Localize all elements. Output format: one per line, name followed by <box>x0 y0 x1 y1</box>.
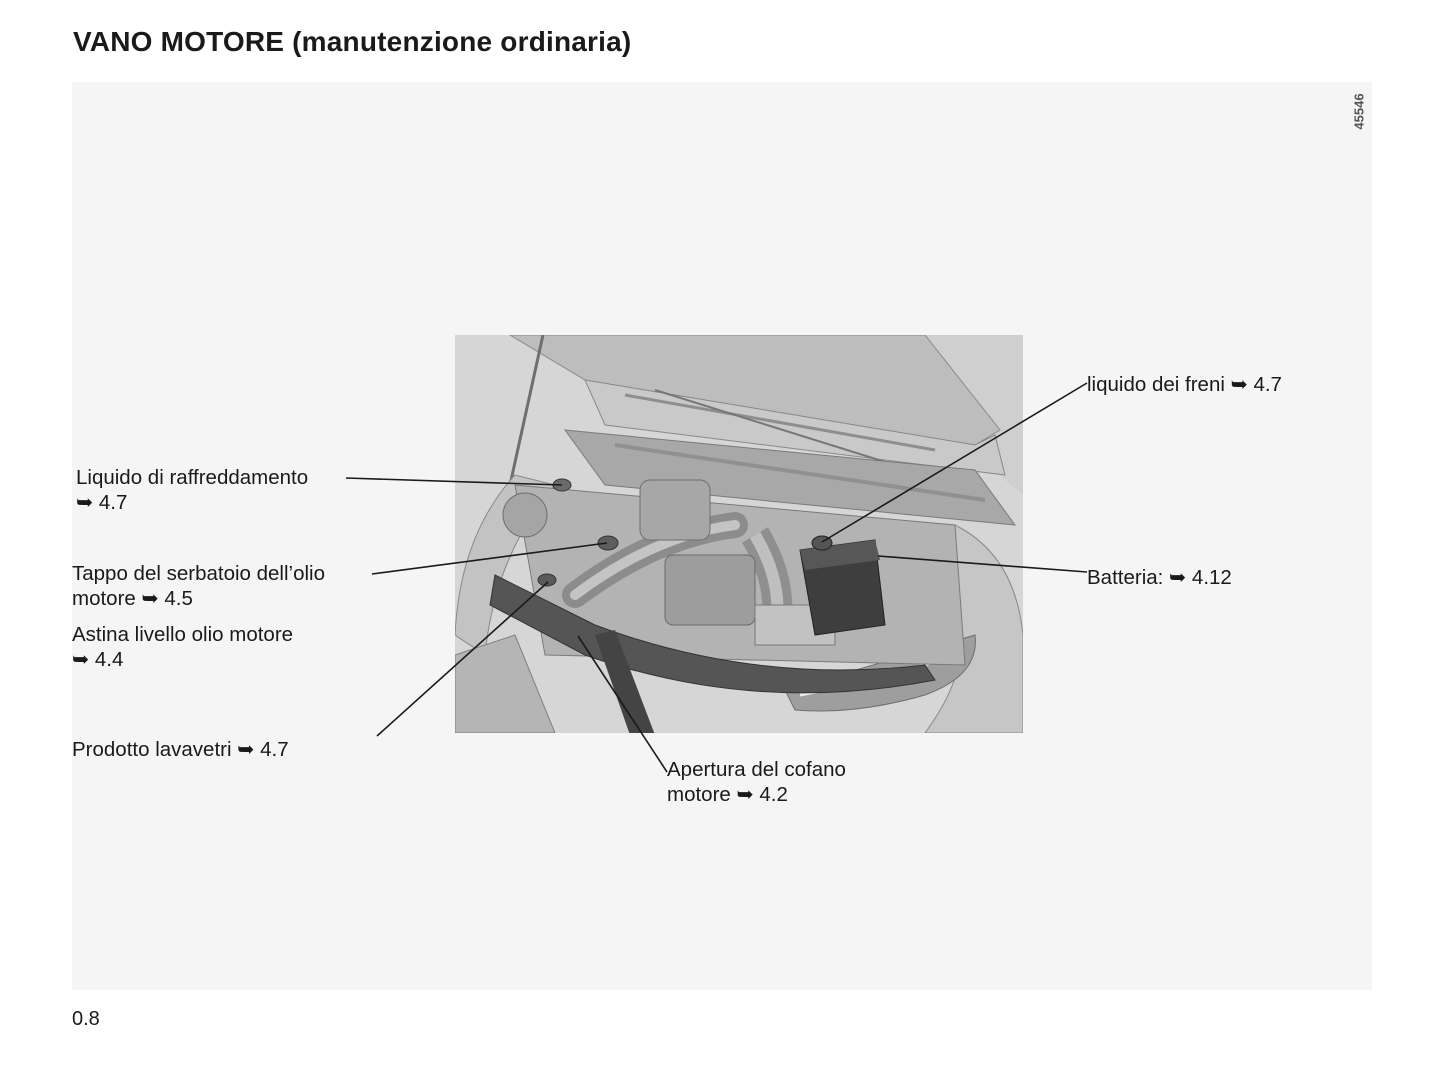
page-title: VANO MOTORE (manutenzione ordinaria) <box>73 26 632 57</box>
hood-release-label <box>667 757 915 807</box>
engine-bay-drawing <box>455 335 1023 733</box>
washer-label: Prodotto lavavetri ➥ 4.7 <box>72 738 289 761</box>
coolant-label-line1: Liquido di raffreddamento <box>76 466 309 489</box>
page-number: 0.8 <box>72 1008 100 1030</box>
figure-code <box>1349 88 1369 134</box>
dipstick-label <box>72 622 370 672</box>
figure-code-text: 45546 <box>1351 92 1367 130</box>
brake-fluid-label: liquido dei freni ➥ 4.7 <box>1087 373 1282 396</box>
coolant-label <box>76 465 346 515</box>
oil-cap-label <box>72 561 370 611</box>
coolant-label-line2: ➥ 4.7 <box>76 491 128 514</box>
oil-cap-label-line1: Tappo del serbatoio dell’olio <box>72 562 326 585</box>
oil-cap-label-line2: motore ➥ 4.5 <box>72 587 193 610</box>
engine-bay-illustration <box>455 335 1023 733</box>
dipstick-label-line1: Astina livello olio motore <box>72 623 294 646</box>
dipstick-label-line2: ➥ 4.4 <box>72 648 124 671</box>
hood-release-label-line1: Apertura del cofano <box>667 758 846 781</box>
battery-label: Batteria: ➥ 4.12 <box>1087 566 1232 589</box>
hood-release-label-line2: motore ➥ 4.2 <box>667 783 788 806</box>
